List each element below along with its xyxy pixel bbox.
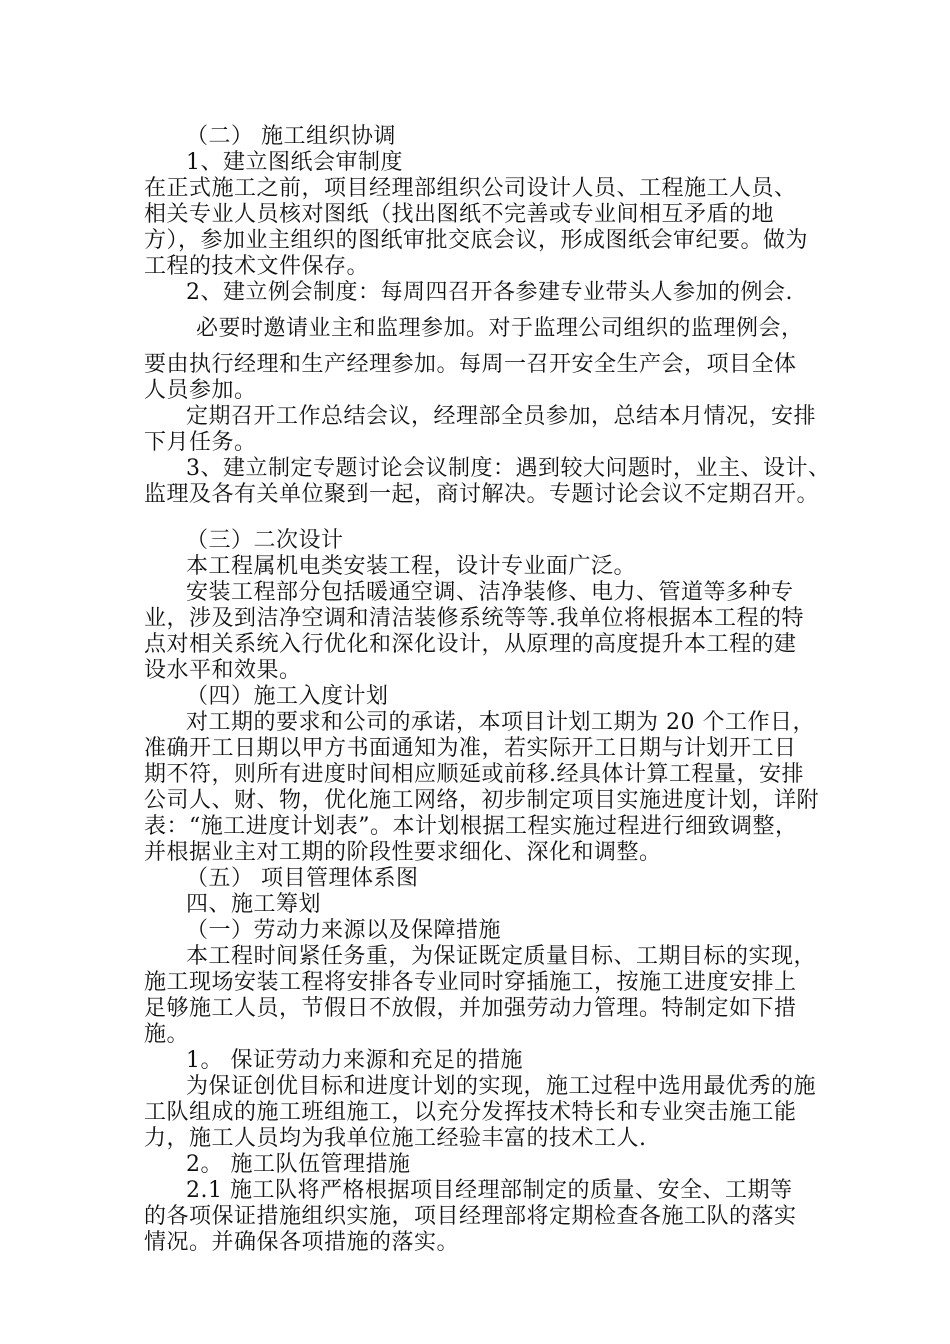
- paragraph-line: 公司人、财、物，优化施工网络，初步制定项目实施进度计划，详附: [144, 788, 820, 813]
- paragraph-line: 准确开工日期以甲方书面通知为准，若实际开工日期与计划开工日: [144, 736, 797, 761]
- paragraph-line: 情况。并确保各项措施的落实。: [144, 1230, 460, 1255]
- paragraph-line: 本工程属机电类安装工程，设计专业面广泛。: [186, 554, 637, 579]
- paragraph-line: 定期召开工作总结会议，经理部全员参加，总结本月情况，安排: [186, 404, 817, 429]
- subheading-drawing-review: 1、建立图纸会审制度: [186, 150, 403, 175]
- paragraph-line: 表：“施工进度计划表”。本计划根据工程实施过程进行细致调整，: [144, 814, 798, 839]
- heading-labor-source: （一）劳动力来源以及保障措施: [186, 918, 502, 943]
- paragraph-line: 安装工程部分包括暖通空调、洁净装修、电力、管道等多种专: [186, 580, 794, 605]
- heading-schedule-plan: （四）施工入度计划: [186, 684, 389, 709]
- paragraph-line: 在正式施工之前，项目经理部组织公司设计人员、工程施工人员、: [144, 176, 797, 201]
- subheading-special-meeting: 3、建立制定专题讨论会议制度：遇到较大问题时，业主、设计、: [186, 456, 831, 481]
- heading-construction-coordination: （二） 施工组织协调: [186, 124, 396, 149]
- paragraph-line: 为保证创优目标和进度计划的实现，施工过程中选用最优秀的施: [186, 1074, 817, 1099]
- paragraph-line: 足够施工人员，节假日不放假，并加强劳动力管理。特制定如下措: [144, 996, 797, 1021]
- subheading-meeting-system: 2、建立例会制度：每周四召开各参建专业带头人参加的例会.: [186, 280, 793, 305]
- paragraph-line: 业，涉及到洁净空调和清洁装修系统等等.我单位将根据本工程的特: [144, 606, 804, 631]
- paragraph-line: 设水平和效果。: [144, 658, 302, 683]
- paragraph-line: 必要时邀请业主和监理参加。对于监理公司组织的监理例会，: [196, 316, 804, 341]
- paragraph-line: 下月任务。: [144, 430, 257, 455]
- paragraph-line: 工程的技术文件保存。: [144, 254, 370, 279]
- paragraph-line: 力，施工人员均为我单位施工经验丰富的技术工人.: [144, 1126, 647, 1151]
- paragraph-line: 本工程时间紧任务重，为保证既定质量目标、工期目标的实现，: [186, 944, 817, 969]
- paragraph-line: 方），参加业主组织的图纸审批交底会议，形成图纸会审纪要。做为: [144, 228, 809, 253]
- paragraph-line: 对工期的要求和公司的承诺，本项目计划工期为 20 个工作日，: [186, 710, 815, 735]
- heading-construction-planning: 四、施工筹划: [186, 892, 322, 917]
- subheading-team-management: 2。 施工队伍管理措施: [186, 1152, 411, 1177]
- paragraph-line: 的各项保证措施组织实施，项目经理部将定期检查各施工队的落实: [144, 1204, 797, 1229]
- heading-management-system: （五） 项目管理体系图: [186, 866, 419, 891]
- paragraph-line: 人员参加。: [144, 378, 257, 403]
- paragraph-line: 监理及各有关单位聚到一起，商讨解决。专题讨论会议不定期召开。: [144, 482, 820, 507]
- heading-secondary-design: （三）二次设计: [186, 528, 344, 553]
- subheading-labor-measures: 1。 保证劳动力来源和充足的措施: [186, 1048, 523, 1073]
- paragraph-line: 相关专业人员核对图纸（找出图纸不完善或专业间相互矛盾的地: [144, 202, 775, 227]
- paragraph-line: 要由执行经理和生产经理参加。每周一召开安全生产会，项目全体: [144, 352, 797, 377]
- paragraph-line: 施工现场安装工程将安排各专业同时穿插施工，按施工进度安排上: [144, 970, 797, 995]
- paragraph-line: 并根据业主对工期的阶段性要求细化、深化和调整。: [144, 840, 662, 865]
- paragraph-line: 施。: [144, 1022, 190, 1047]
- paragraph-line: 2.1 施工队将严格根据项目经理部制定的质量、安全、工期等: [186, 1178, 793, 1203]
- paragraph-line: 期不符，则所有进度时间相应顺延或前移.经具体计算工程量，安排: [144, 762, 804, 787]
- paragraph-line: 工队组成的施工班组施工，以充分发挥技术特长和专业突击施工能: [144, 1100, 797, 1125]
- paragraph-line: 点对相关系统入行优化和深化设计，从原理的高度提升本工程的建: [144, 632, 797, 657]
